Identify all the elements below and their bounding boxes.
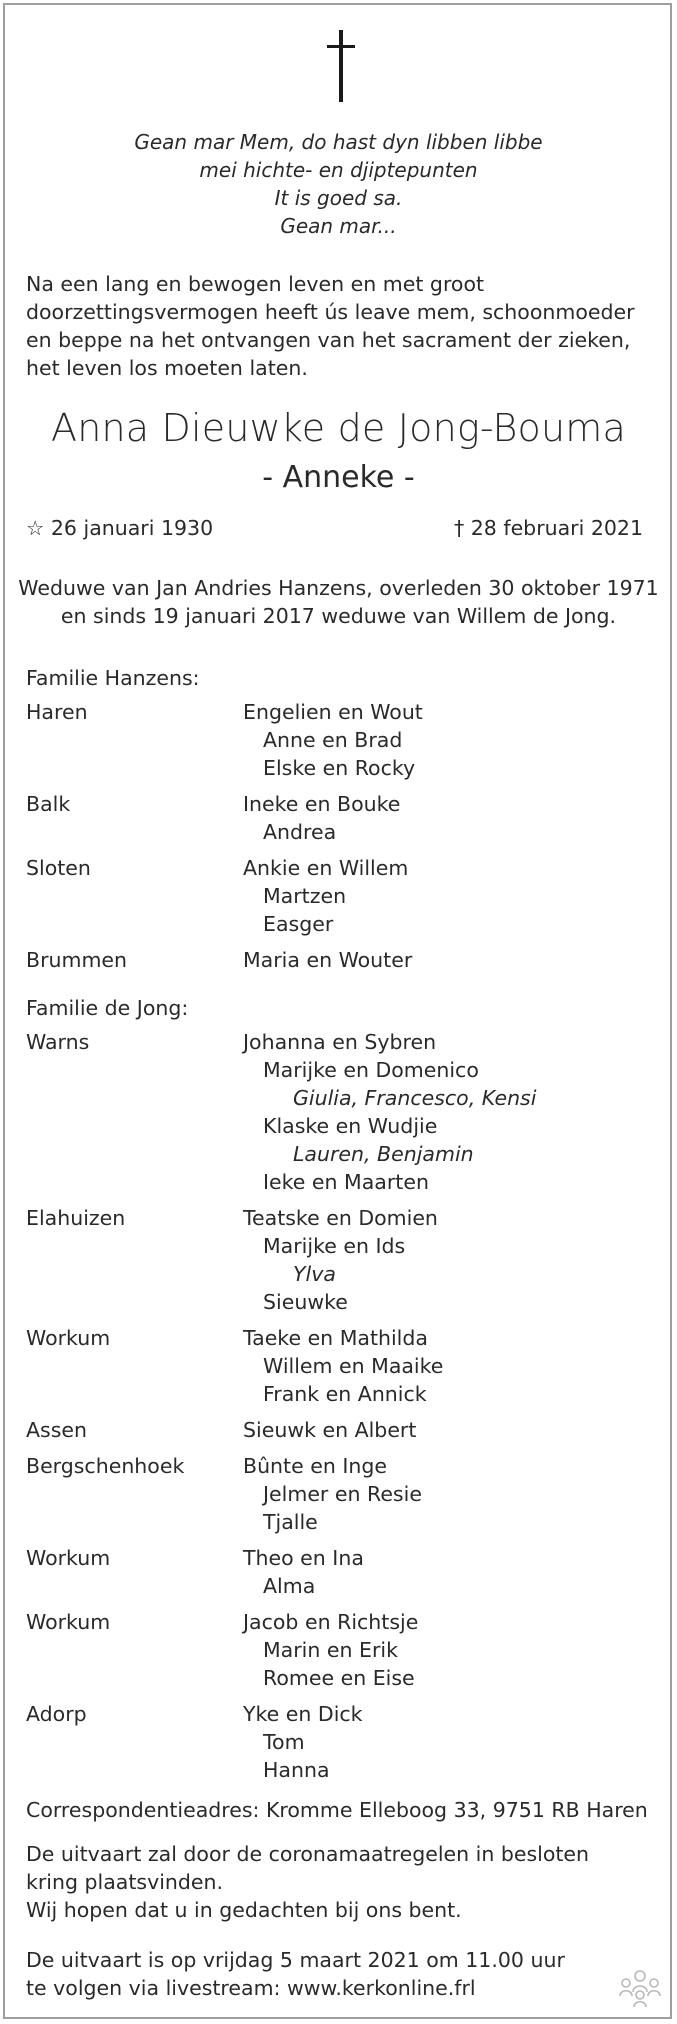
family-row [26,946,656,974]
family-member: Marijke en Ids [263,1234,406,1258]
poem-line: It is goed sa. [274,186,403,210]
family-member: Johanna en Sybren [243,1030,437,1054]
family-names [243,946,656,974]
family-row [26,1028,656,1196]
family-names [243,1324,656,1408]
family-member: Theo en Ina [243,1546,364,1570]
family-row [26,790,656,846]
family-row [26,854,656,938]
birth-date: ☆ 26 januari 1930 [26,516,214,540]
family-hanzens [26,664,656,982]
cross-icon [327,30,357,102]
family-member: Teatske en Domien [243,1206,438,1230]
family-member: Jacob en Richtsje [243,1610,419,1634]
family-place: Workum [26,1326,111,1350]
intro-line: en beppe na het ontvangen van het sacrament der zieken, [26,328,631,352]
family-names [243,1608,656,1692]
family-names [243,854,656,938]
family-row [26,1324,656,1408]
poem-line: Gean mar Mem, do hast dyn libben libbe [134,130,543,154]
family-place: Elahuizen [26,1206,126,1230]
family-names [243,1544,656,1600]
family-names [243,1416,656,1444]
people-group-icon [618,1968,662,2008]
family-place: Balk [26,792,71,816]
family-place: Haren [26,700,88,724]
family-member: Maria en Wouter [243,948,413,972]
family-place: Brummen [26,948,128,972]
livestream-notice [26,1946,656,2002]
family-names [243,1204,656,1316]
family-member: Marijke en Domenico [263,1058,479,1082]
family-row [26,1608,656,1692]
family-title: Familie de Jong: [26,996,189,1020]
family-de-jong [26,994,656,1792]
family-member: Jelmer en Resie [263,1482,422,1506]
widow-line: en sinds 19 januari 2017 weduwe van Willem de Jong. [60,604,617,628]
family-row [26,1544,656,1600]
funeral-line: kring plaatsvinden. [26,1870,224,1894]
death-date: † 28 februari 2021 [453,516,643,540]
family-member: Ineke en Bouke [243,792,401,816]
widow-text [0,574,677,630]
stream-line: te volgen via livestream: www.kerkonline.frl [26,1976,476,2000]
family-member: Alma [263,1574,316,1598]
family-names [243,1028,656,1196]
family-place: Bergschenhoek [26,1454,185,1478]
family-member: Ankie en Willem [243,856,409,880]
family-member: Sieuwke [263,1290,348,1314]
family-member: Frank en Annick [263,1382,427,1406]
family-member: Engelien en Wout [243,700,423,724]
family-member: Tom [263,1730,305,1754]
family-names [243,698,656,782]
intro-text [26,270,656,382]
family-member: Lauren, Benjamin [293,1142,474,1166]
family-member: Ieke en Maarten [263,1170,429,1194]
family-place: Warns [26,1030,90,1054]
family-member: Willem en Maaike [263,1354,444,1378]
funeral-line: Wij hopen dat u in gedachten bij ons bent. [26,1898,462,1922]
intro-line: Na een lang en bewogen leven en met groot [26,272,485,296]
family-place: Sloten [26,856,91,880]
family-names [243,1700,656,1784]
family-member: Yke en Dick [243,1702,363,1726]
family-member: Romee en Eise [263,1666,415,1690]
family-member: Bûnte en Inge [243,1454,388,1478]
stream-line: De uitvaart is op vrijdag 5 maart 2021 om 11.00 uur [26,1948,565,1972]
family-row [26,1416,656,1444]
widow-line: Weduwe van Jan Andries Hanzens, overleden 30 oktober 1971 [18,576,659,600]
family-member: Taeke en Mathilda [243,1326,428,1350]
correspondence-address: Correspondentieadres: Kromme Elleboog 33, 9751 RB Haren [26,1798,648,1822]
family-place: Workum [26,1546,111,1570]
family-member: Sieuwk en Albert [243,1418,417,1442]
deceased-nickname: - Anneke - [262,460,415,495]
family-member: Hanna [263,1758,330,1782]
family-place: Assen [26,1418,87,1442]
family-member: Ylva [293,1262,336,1286]
family-names [243,1452,656,1536]
poem [0,128,677,240]
family-place: Workum [26,1610,111,1634]
family-member: Marin en Erik [263,1638,398,1662]
family-member: Klaske en Wudjie [263,1114,438,1138]
family-row [26,1452,656,1536]
family-member: Andrea [263,820,337,844]
family-names [243,790,656,846]
family-title: Familie Hanzens: [26,666,200,690]
funeral-notice [26,1840,656,1924]
family-member: Elske en Rocky [263,756,416,780]
family-member: Martzen [263,884,347,908]
family-row [26,698,656,782]
family-place: Adorp [26,1702,87,1726]
family-member: Tjalle [263,1510,318,1534]
deceased-name: Anna Dieuwke de Jong-Bouma [51,406,626,450]
poem-line: mei hichte- en djiptepunten [199,158,478,182]
intro-line: doorzettingsvermogen heeft ús leave mem, schoonmoeder [26,300,635,324]
family-member: Easger [263,912,334,936]
funeral-line: De uitvaart zal door de coronamaatregelen in besloten [26,1842,590,1866]
family-row [26,1204,656,1316]
family-member: Giulia, Francesco, Kensi [293,1086,537,1110]
poem-line: Gean mar... [280,214,397,238]
family-row [26,1700,656,1784]
family-member: Anne en Brad [263,728,403,752]
intro-line: het leven los moeten laten. [26,356,308,380]
